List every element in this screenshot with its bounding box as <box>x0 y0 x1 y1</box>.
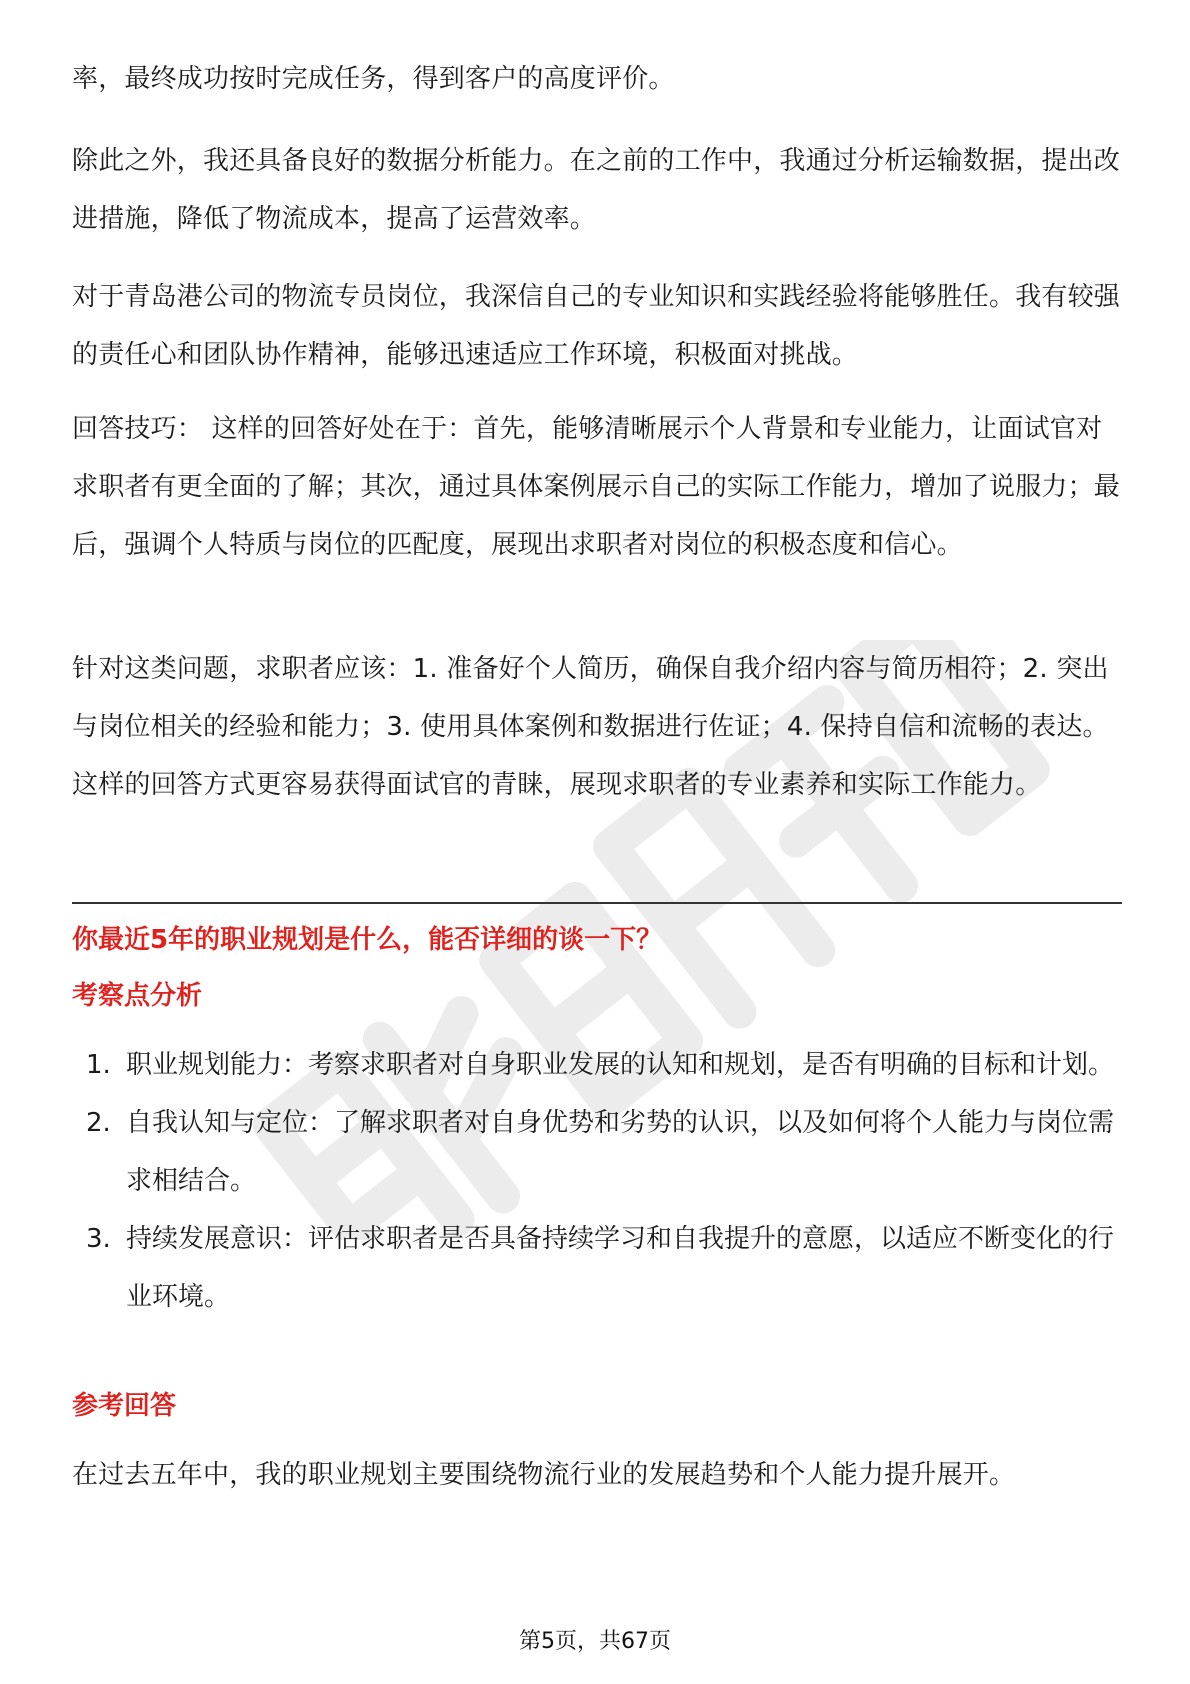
section-divider <box>72 902 1122 904</box>
analysis-heading: 考察点分析 <box>72 981 203 1011</box>
page-number: 第5页，共67页 <box>519 1629 671 1654</box>
reference-answer-heading: 参考回答 <box>72 1391 177 1421</box>
paragraph-position-fit: 对于青岛港公司的物流专员岗位，我深信自己的专业知识和实践经验将能够胜任。我有较强的责任心和团队协作精神，能够迅速适应工作环境，积极面对挑战。 <box>72 282 1121 370</box>
paragraph-intro-end: 率，最终成功按时完成任务，得到客户的高度评价。 <box>72 64 675 94</box>
paragraph-answer-tips: 回答技巧： 这样的回答好处在于：首先，能够清晰展示个人背景和专业能力，让面试官对求职者有更全面的了解；其次，通过具体案例展示自己的实际工作能力，增加了说服力；最后，强调个人特质与岗位的匹配度，展现出求职者对岗位的积极态度和信心。 <box>72 414 1121 560</box>
list-item <box>72 1036 1122 1094</box>
list-item-text: 持续发展意识：评估求职者是否具备持续学习和自我提升的意愿，以适应不断变化的行业环境。 <box>126 1224 1115 1312</box>
list-item-number: 1. <box>86 1050 111 1080</box>
list-item-text: 职业规划能力：考察求职者对自身职业发展的认知和规划，是否有明确的目标和计划。 <box>126 1050 1115 1080</box>
list-item-text: 自我认知与定位：了解求职者对自身优势和劣势的认识，以及如何将个人能力与岗位需求相结合。 <box>126 1108 1115 1196</box>
paragraph-data-analysis: 除此之外，我还具备良好的数据分析能力。在之前的工作中，我通过分析运输数据，提出改进措施，降低了物流成本，提高了运营效率。 <box>72 146 1121 234</box>
list-item-number: 3. <box>86 1224 111 1254</box>
list-item <box>72 1094 1122 1210</box>
analysis-points-list <box>72 1036 1122 1326</box>
paragraph-advice: 针对这类问题，求职者应该：1. 准备好个人简历，确保自我介绍内容与简历相符；2. 突出与岗位相关的经验和能力；3. 使用具体案例和数据进行佐证；4. 保持自信和流畅的表达。这样的回答方式更容易获得面试官的青睐，展现求职者的专业素养和实际工作能力。 <box>72 654 1109 800</box>
paragraph-answer-start: 在过去五年中，我的职业规划主要围绕物流行业的发展趋势和个人能力提升展开。 <box>72 1460 1016 1490</box>
question-title: 你最近5年的职业规划是什么，能否详细的谈一下？ <box>72 925 663 955</box>
list-item-number: 2. <box>86 1108 111 1138</box>
list-item <box>72 1210 1122 1326</box>
